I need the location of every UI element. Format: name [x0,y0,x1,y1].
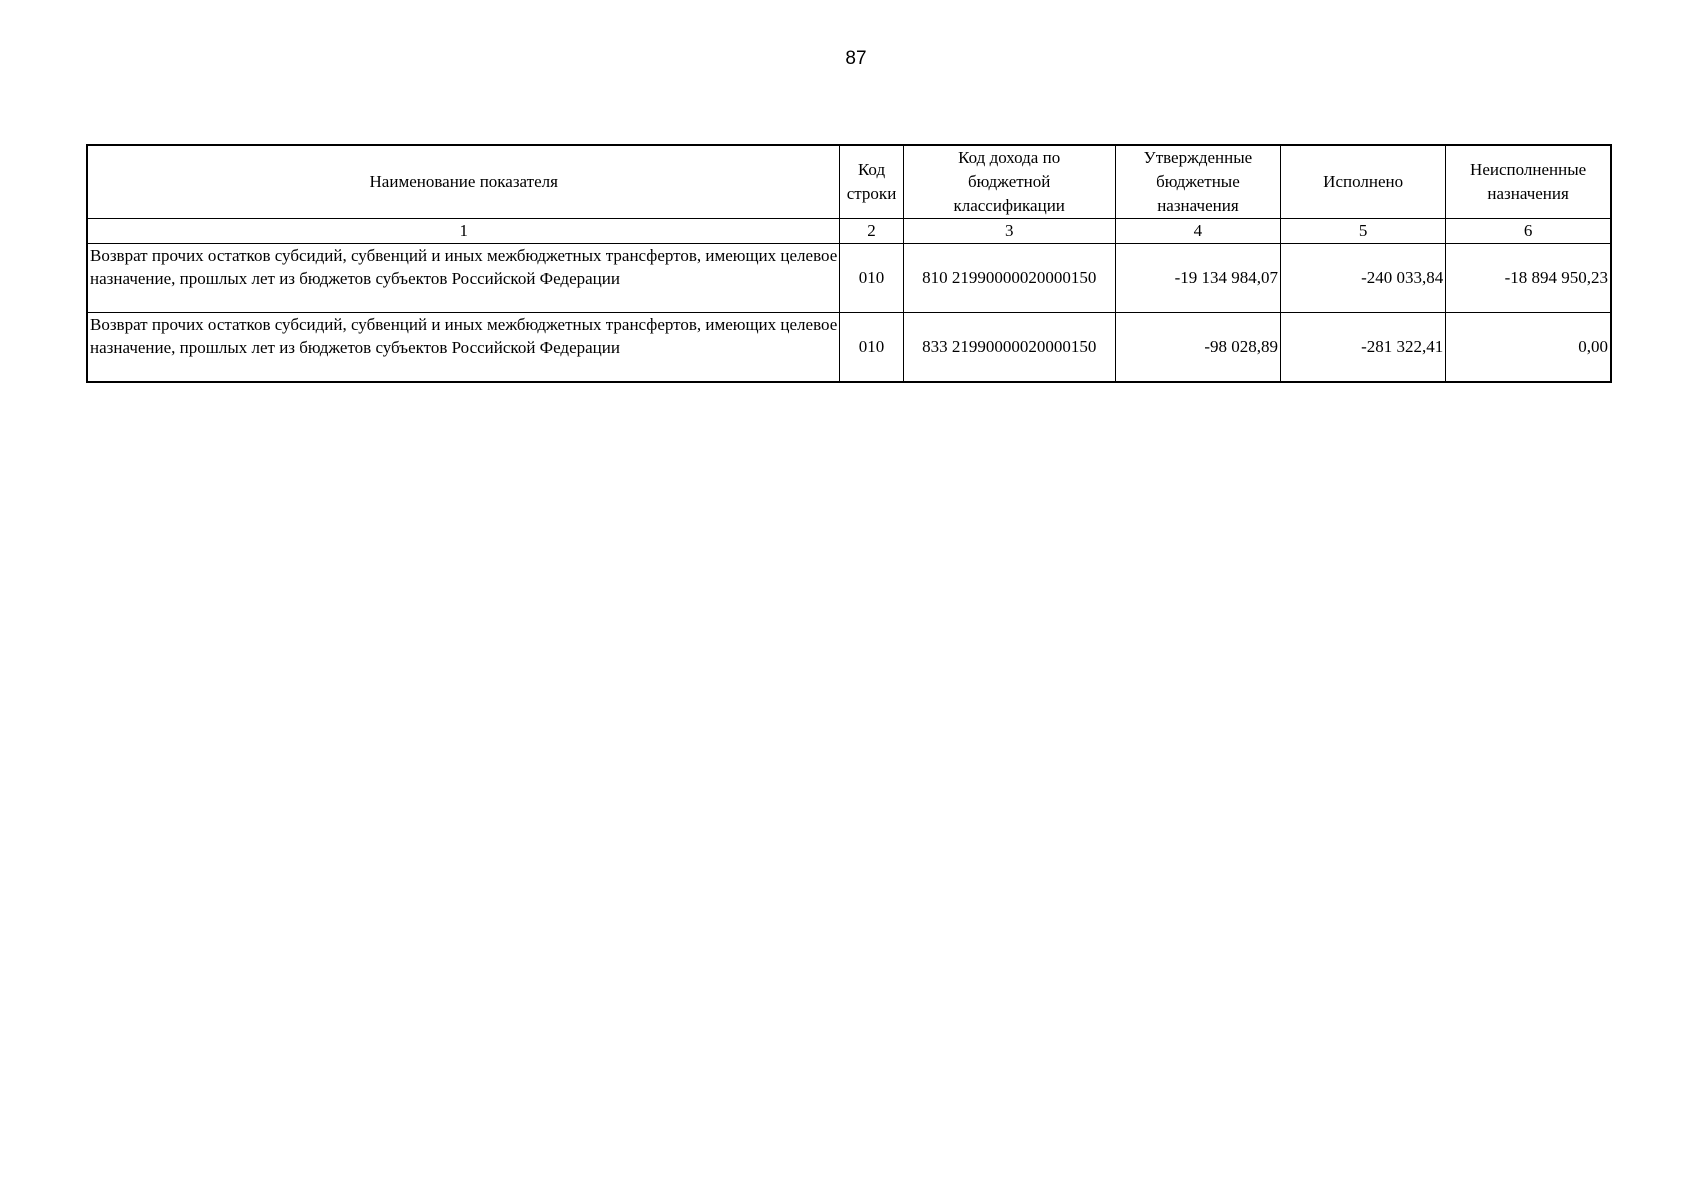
column-number: 1 [87,219,840,244]
header-approved: Утвержденные бюджетные назначения [1115,145,1280,219]
header-income-code: Код дохода по бюджетной классификации [903,145,1115,219]
header-indicator-name: Наименование показателя [87,145,840,219]
unexecuted-amount: -18 894 950,23 [1446,244,1611,313]
indicator-name: Возврат прочих остатков субсидий, субвенций и иных межбюджетных трансфертов, имеющих целевое назначение, прошлых лет из бюджетов субъектов Российской Федерации [87,313,840,383]
page-number: 87 [845,48,867,69]
indicator-name: Возврат прочих остатков субсидий, субвенций и иных межбюджетных трансфертов, имеющих целевое назначение, прошлых лет из бюджетов субъектов Российской Федерации [87,244,840,313]
table-row [87,244,1611,313]
column-number: 4 [1115,219,1280,244]
column-number: 5 [1281,219,1446,244]
header-executed: Исполнено [1281,145,1446,219]
line-code: 010 [840,244,903,313]
executed-amount: -281 322,41 [1281,313,1446,383]
approved-amount: -19 134 984,07 [1115,244,1280,313]
line-code: 010 [840,313,903,383]
column-number: 6 [1446,219,1611,244]
budget-report-table [86,144,1612,383]
executed-amount: -240 033,84 [1281,244,1446,313]
header-unexecuted: Неисполненные назначения [1446,145,1611,219]
approved-amount: -98 028,89 [1115,313,1280,383]
table-row [87,313,1611,383]
income-code: 810 21990000020000150 [903,244,1115,313]
column-number: 2 [840,219,903,244]
unexecuted-amount: 0,00 [1446,313,1611,383]
column-number: 3 [903,219,1115,244]
header-row [87,145,1611,219]
header-line-code: Код строки [840,145,903,219]
income-code: 833 21990000020000150 [903,313,1115,383]
column-number-row [87,219,1611,244]
